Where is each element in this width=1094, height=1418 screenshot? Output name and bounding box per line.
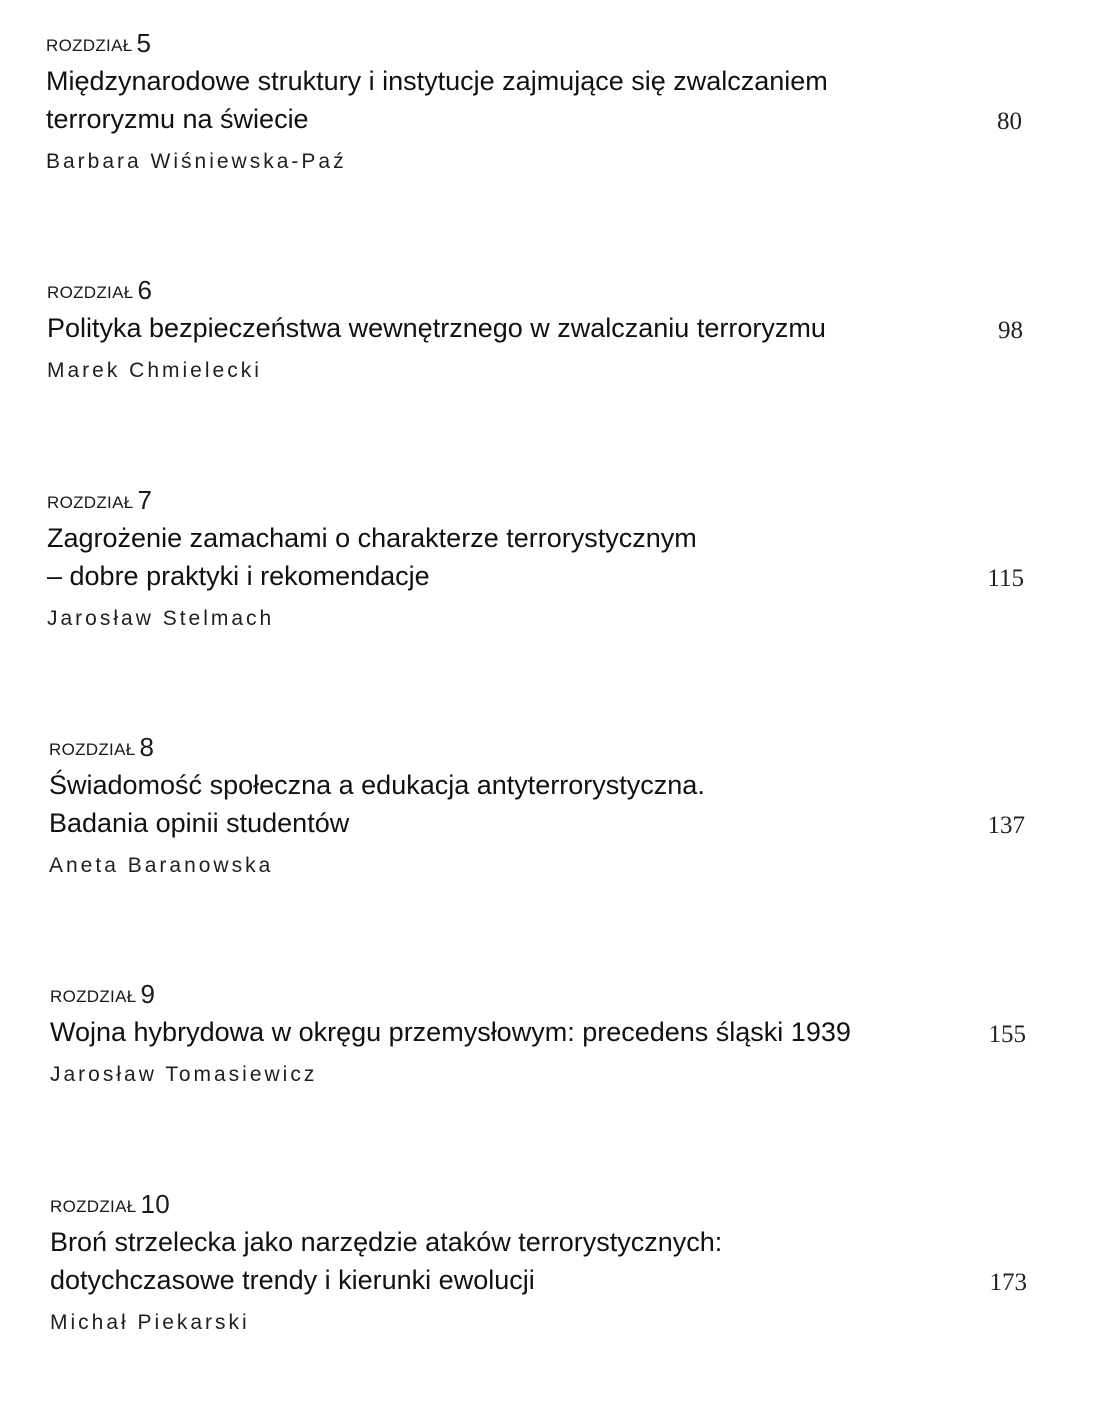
chapter-label [46, 26, 1022, 60]
chapter-author: Michał Piekarski [50, 1311, 250, 1334]
chapter-title-row [46, 62, 1022, 138]
chapter-title-row [50, 1223, 1027, 1299]
chapter-title-row [47, 519, 1024, 595]
chapter-title [47, 519, 937, 595]
chapter-title [50, 1013, 940, 1051]
chapter-label-word: ROZDZIAŁ [47, 493, 134, 512]
chapter-title-line: – dobre praktyki i rekomendacje [47, 561, 430, 591]
chapter-page-number: 98 [998, 317, 1023, 344]
chapter-title [47, 309, 937, 347]
chapter-title-line: Polityka bezpieczeństwa wewnętrznego w zwalczaniu terroryzmu [47, 313, 826, 343]
toc-entry-chapter-5 [46, 26, 1022, 174]
chapter-page-number: 137 [987, 812, 1025, 839]
chapter-author: Jarosław Stelmach [47, 607, 275, 630]
chapter-number: 5 [136, 28, 152, 58]
chapter-number: 7 [137, 485, 153, 515]
chapter-number: 6 [137, 275, 153, 305]
chapter-label [50, 1187, 1027, 1221]
chapter-title-row [47, 309, 1023, 347]
chapter-author: Barbara Wiśniewska-Paź [46, 150, 347, 173]
chapter-label [49, 730, 1025, 764]
chapter-title-row [50, 1013, 1026, 1051]
toc-entry-chapter-6 [47, 273, 1023, 383]
chapter-number: 8 [139, 732, 155, 762]
chapter-title-line: Wojna hybrydowa w okręgu przemysłowym: precedens śląski 1939 [50, 1017, 851, 1047]
chapter-title [49, 766, 939, 842]
chapter-label-word: ROZDZIAŁ [47, 283, 134, 302]
chapter-title-line: Świadomość społeczna a edukacja antyterrorystyczna. [49, 770, 705, 800]
chapter-title-line: terroryzmu na świecie [46, 104, 309, 134]
chapter-label [47, 273, 1023, 307]
chapter-label [50, 977, 1026, 1011]
chapter-author: Marek Chmielecki [47, 359, 262, 382]
toc-entry-chapter-9 [50, 977, 1026, 1087]
chapter-page-number: 115 [987, 565, 1024, 592]
chapter-title-line: Zagrożenie zamachami o charakterze terrorystycznym [47, 523, 697, 553]
chapter-title-line: Badania opinii studentów [49, 808, 350, 838]
chapter-author: Jarosław Tomasiewicz [50, 1063, 318, 1086]
chapter-title-row [49, 766, 1025, 842]
chapter-title-line: Broń strzelecka jako narzędzie ataków terrorystycznych: [50, 1227, 723, 1257]
chapter-page-number: 173 [989, 1269, 1027, 1296]
toc-entry-chapter-8 [49, 730, 1025, 878]
chapter-label-word: ROZDZIAŁ [50, 1197, 137, 1216]
chapter-number: 10 [140, 1189, 170, 1219]
chapter-label [47, 483, 1024, 517]
chapter-label-word: ROZDZIAŁ [49, 740, 136, 759]
chapter-page-number: 155 [988, 1021, 1026, 1048]
chapter-title [50, 1223, 940, 1299]
chapter-title-line: dotychczasowe trendy i kierunki ewolucji [50, 1265, 535, 1295]
chapter-title-line: Międzynarodowe struktury i instytucje zajmujące się zwalczaniem [46, 66, 828, 96]
chapter-label-word: ROZDZIAŁ [50, 987, 137, 1006]
chapter-page-number: 80 [997, 108, 1022, 135]
chapter-author: Aneta Baranowska [49, 854, 274, 877]
toc-entry-chapter-7 [47, 483, 1024, 631]
chapter-number: 9 [140, 979, 156, 1009]
toc-entry-chapter-10 [50, 1187, 1027, 1335]
chapter-label-word: ROZDZIAŁ [46, 36, 133, 55]
chapter-title [46, 62, 936, 138]
